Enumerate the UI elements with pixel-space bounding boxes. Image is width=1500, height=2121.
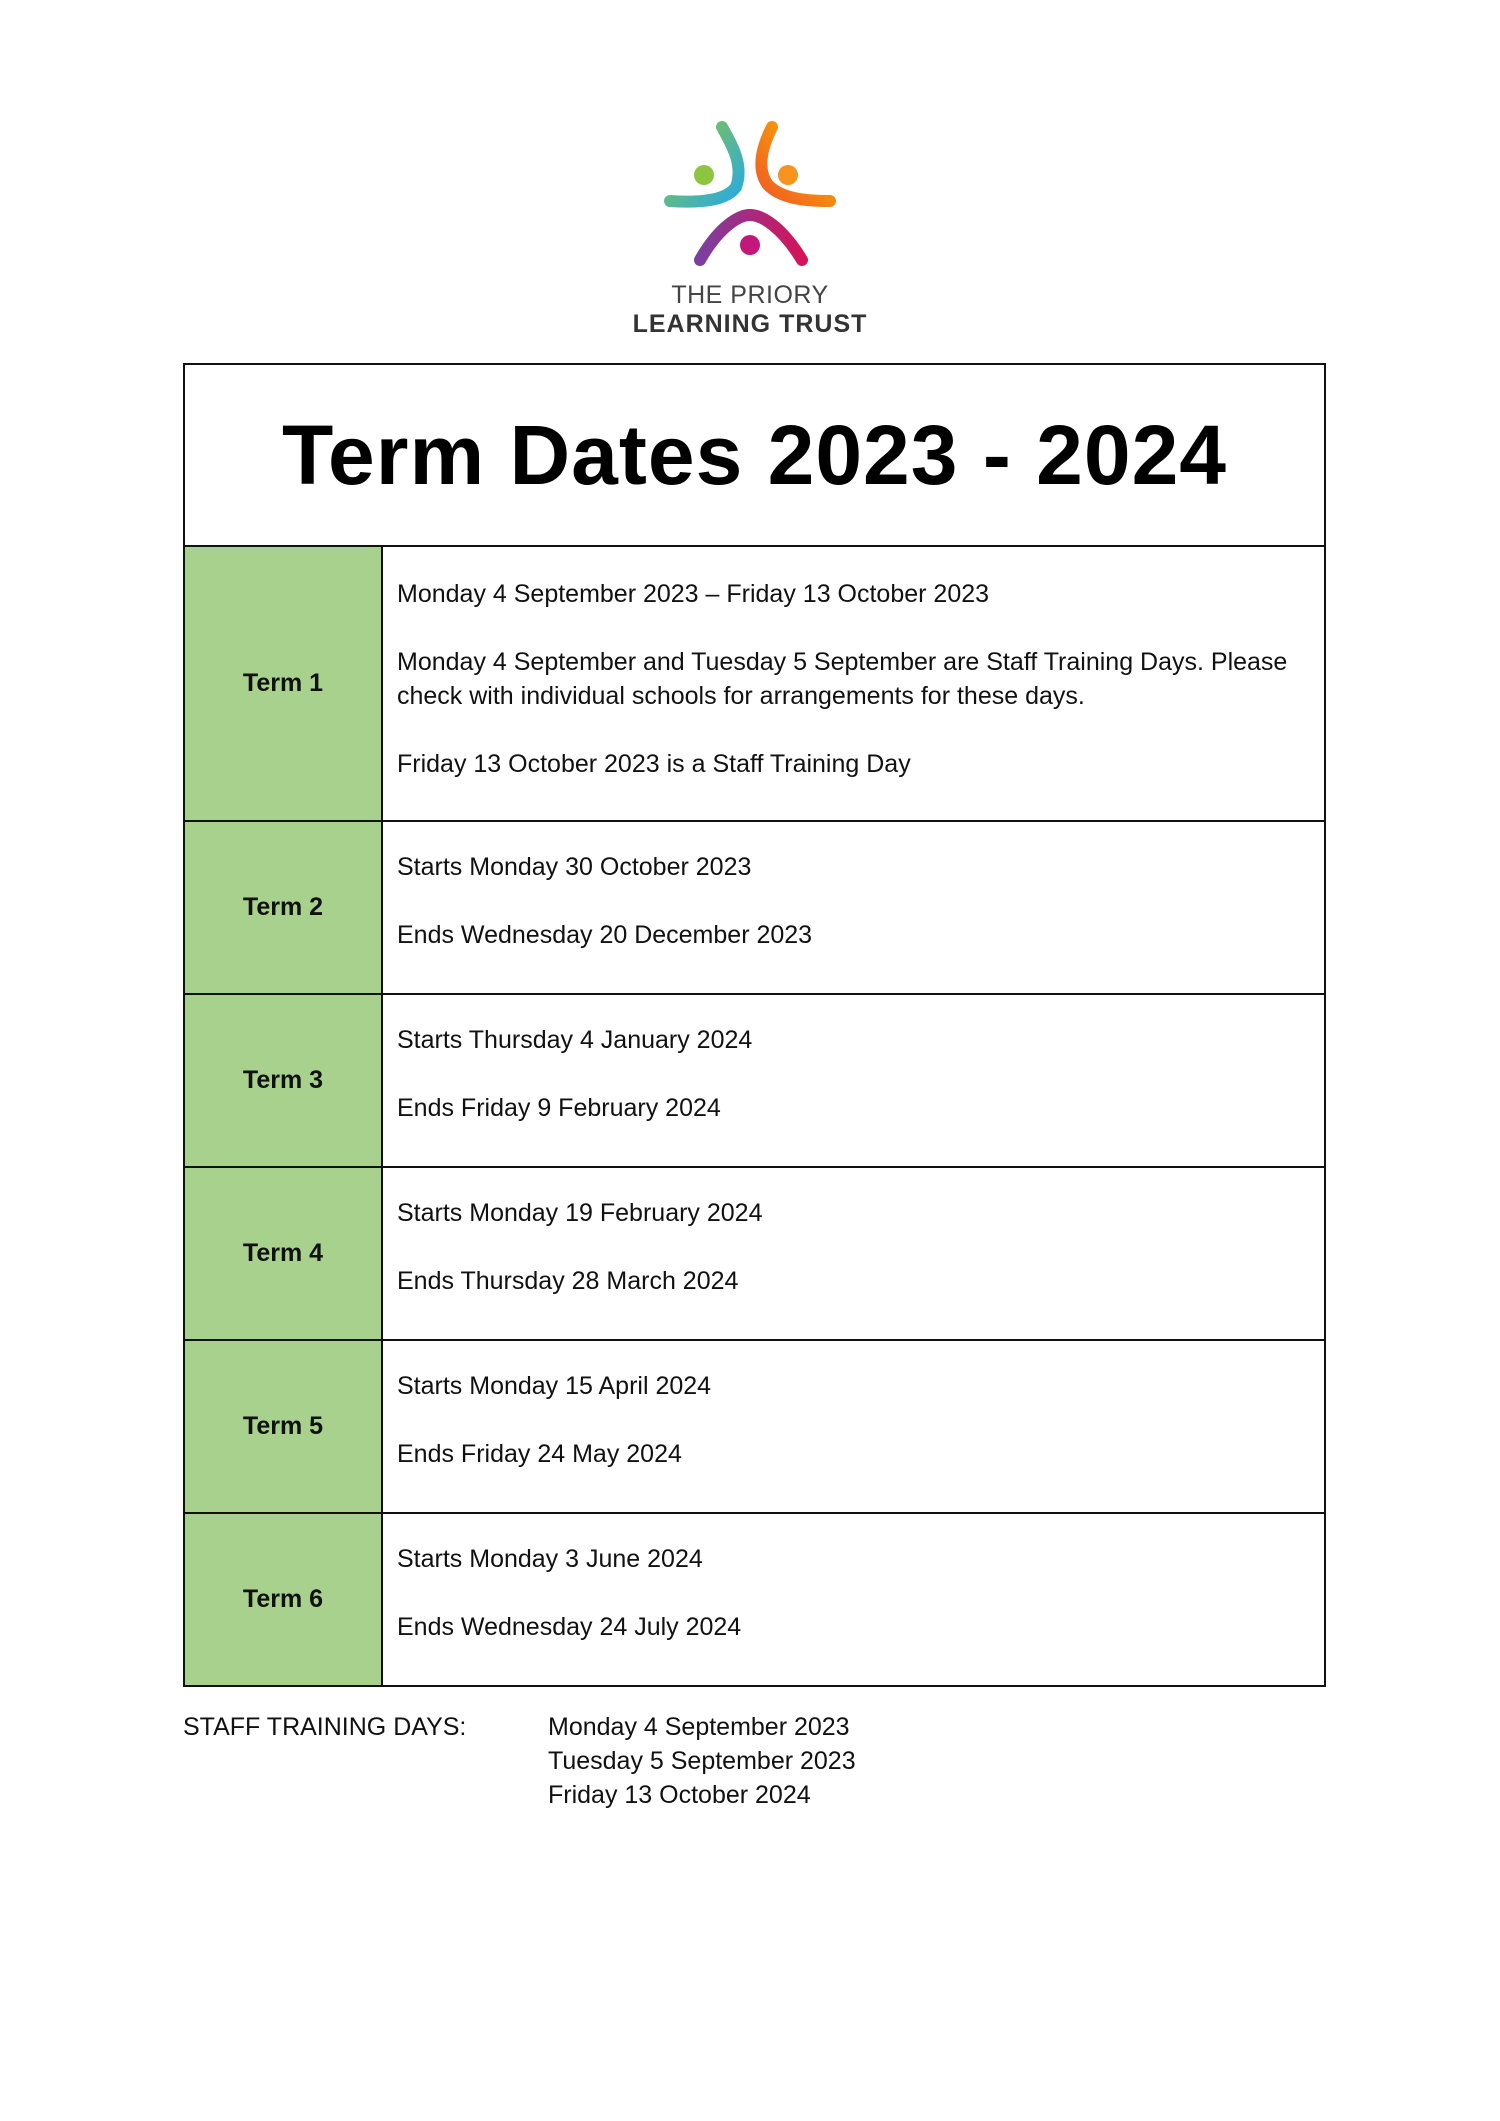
term-details [383, 1341, 1324, 1512]
term-end: Ends Friday 9 February 2024 [397, 1094, 721, 1122]
term-details [383, 547, 1324, 820]
term-details [383, 822, 1324, 993]
term-details [383, 995, 1324, 1166]
staff-training-day: Friday 13 October 2024 [548, 1781, 811, 1809]
term-label: Term 4 [185, 1168, 383, 1339]
term-label: Term 6 [185, 1514, 383, 1685]
term-start: Starts Monday 19 February 2024 [397, 1199, 763, 1227]
term-start: Starts Monday 30 October 2023 [397, 853, 752, 881]
term-start: Starts Thursday 4 January 2024 [397, 1026, 753, 1054]
term-label: Term 3 [185, 995, 383, 1166]
term-dates-table [183, 363, 1326, 1687]
term-start: Starts Monday 15 April 2024 [397, 1372, 712, 1400]
staff-training-label: STAFF TRAINING DAYS: [183, 1713, 467, 1741]
staff-training-day: Tuesday 5 September 2023 [548, 1747, 856, 1775]
logo-text-line1: THE PRIORY [671, 281, 829, 309]
staff-training-day: Monday 4 September 2023 [548, 1713, 850, 1741]
term-row-4 [185, 1168, 1324, 1341]
term-end: Ends Wednesday 20 December 2023 [397, 921, 813, 949]
page-title: Term Dates 2023 - 2024 [281, 407, 1227, 502]
title-row [185, 365, 1324, 547]
term-details [383, 1168, 1324, 1339]
logo [600, 115, 900, 355]
term-row-3 [185, 995, 1324, 1168]
term-label: Term 5 [185, 1341, 383, 1512]
term-row-6 [185, 1514, 1324, 1685]
term-row-5 [185, 1341, 1324, 1514]
term-row-1 [185, 547, 1324, 822]
term-date-range: Monday 4 September 2023 – Friday 13 October 2023 [397, 580, 990, 608]
logo-text-line2: LEARNING TRUST [632, 310, 868, 338]
term-row-2 [185, 822, 1324, 995]
term-end: Ends Thursday 28 March 2024 [397, 1267, 739, 1295]
term-note: Monday 4 September and Tuesday 5 September are Staff Training Days. Please check with individual schools for arrangements for these days. [397, 648, 1288, 710]
term-end: Ends Wednesday 24 July 2024 [397, 1613, 742, 1641]
staff-training-list [548, 1710, 856, 1812]
term-end: Ends Friday 24 May 2024 [397, 1440, 682, 1468]
term-note: Friday 13 October 2023 is a Staff Training Day [397, 750, 911, 778]
priory-trust-logo-icon [660, 115, 840, 275]
term-label: Term 2 [185, 822, 383, 993]
term-start: Starts Monday 3 June 2024 [397, 1545, 703, 1573]
term-label: Term 1 [185, 547, 383, 820]
term-details [383, 1514, 1324, 1685]
